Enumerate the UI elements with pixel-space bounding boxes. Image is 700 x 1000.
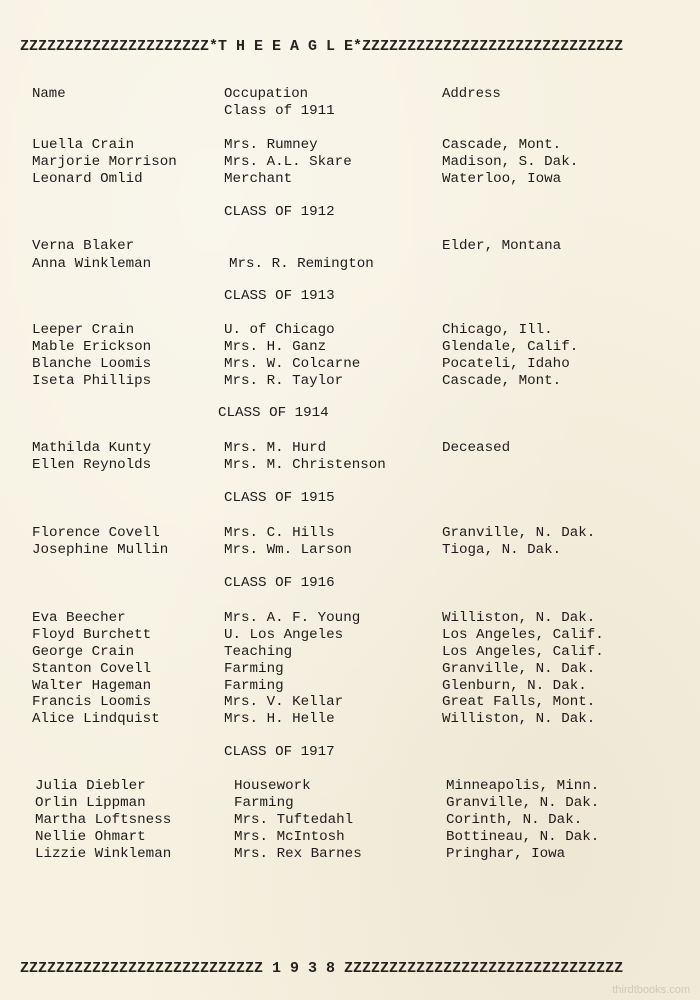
alumni-name: Francis Loomis bbox=[32, 694, 152, 710]
alumni-name: Anna Winkleman bbox=[32, 256, 152, 272]
alumni-address: Chicago, Ill. bbox=[442, 322, 553, 338]
alumni-address: Los Angeles, Calif. bbox=[442, 627, 604, 643]
alumni-name: Iseta Phillips bbox=[32, 373, 152, 389]
table-row bbox=[0, 694, 700, 711]
table-row bbox=[0, 356, 700, 373]
watermark: thirdtbooks.com bbox=[612, 984, 690, 996]
alumni-address: Cascade, Mont. bbox=[442, 373, 562, 389]
alumni-occupation: Mrs. M. Christenson bbox=[224, 457, 386, 473]
eagle-banner-top: ZZZZZZZZZZZZZZZZZZZZZ*T H E E A G L E*ZZZZZZZZZZZZZZZZZZZZZZZZZZZZZ bbox=[20, 38, 624, 55]
table-row bbox=[0, 137, 700, 154]
alumni-name: Blanche Loomis bbox=[32, 356, 152, 372]
alumni-address: Great Falls, Mont. bbox=[442, 694, 596, 710]
class-heading-1915: CLASS OF 1915 bbox=[224, 490, 335, 506]
alumni-name: Floyd Burchett bbox=[32, 627, 152, 643]
alumni-address: Granville, N. Dak. bbox=[446, 795, 600, 811]
alumni-occupation: Mrs. H. Ganz bbox=[224, 339, 327, 355]
column-header-occupation: Occupation bbox=[224, 86, 309, 102]
alumni-name: Walter Hageman bbox=[32, 678, 152, 694]
table-row bbox=[0, 812, 700, 829]
table-row bbox=[0, 154, 700, 171]
table-row bbox=[0, 778, 700, 795]
alumni-name: Martha Loftsness bbox=[35, 812, 172, 828]
alumni-occupation: Mrs. W. Colcarne bbox=[224, 356, 361, 372]
column-header-row bbox=[0, 86, 700, 103]
alumni-address: Waterloo, Iowa bbox=[442, 171, 562, 187]
alumni-name: Florence Covell bbox=[32, 525, 160, 541]
alumni-occupation: Mrs. V. Kellar bbox=[224, 694, 344, 710]
alumni-name: Ellen Reynolds bbox=[32, 457, 152, 473]
alumni-occupation: Mrs. R. Taylor bbox=[224, 373, 344, 389]
alumni-address: Tioga, N. Dak. bbox=[442, 542, 562, 558]
table-row bbox=[0, 678, 700, 695]
alumni-name: Eva Beecher bbox=[32, 610, 126, 626]
table-row bbox=[0, 627, 700, 644]
alumni-occupation: Farming bbox=[224, 678, 284, 694]
alumni-address: Williston, N. Dak. bbox=[442, 610, 596, 626]
table-row bbox=[0, 795, 700, 812]
alumni-address: Glenburn, N. Dak. bbox=[442, 678, 587, 694]
alumni-name: Verna Blaker bbox=[32, 238, 135, 254]
alumni-occupation: Merchant bbox=[224, 171, 293, 187]
alumni-occupation: U. Los Angeles bbox=[224, 627, 344, 643]
alumni-address: Corinth, N. Dak. bbox=[446, 812, 583, 828]
alumni-occupation: Farming bbox=[234, 795, 294, 811]
column-header-address: Address bbox=[442, 86, 501, 102]
class-heading-1912: CLASS OF 1912 bbox=[224, 204, 335, 220]
alumni-occupation: Housework bbox=[234, 778, 311, 794]
table-row bbox=[0, 542, 700, 559]
class-heading-1914: CLASS OF 1914 bbox=[218, 405, 329, 421]
alumni-address: Pringhar, Iowa bbox=[446, 846, 566, 862]
alumni-name: Julia Diebler bbox=[35, 778, 146, 794]
column-header-name: Name bbox=[32, 86, 66, 102]
table-row bbox=[0, 256, 700, 273]
alumni-occupation: U. of Chicago bbox=[224, 322, 335, 338]
table-row bbox=[0, 610, 700, 627]
alumni-occupation: Mrs. Rumney bbox=[224, 137, 318, 153]
alumni-name: Lizzie Winkleman bbox=[35, 846, 172, 862]
table-row bbox=[0, 711, 700, 728]
alumni-name: Leonard Omlid bbox=[32, 171, 143, 187]
table-row bbox=[0, 339, 700, 356]
alumni-address: Pocateli, Idaho bbox=[442, 356, 570, 372]
alumni-occupation: Mrs. Wm. Larson bbox=[224, 542, 352, 558]
alumni-address: Glendale, Calif. bbox=[442, 339, 579, 355]
alumni-occupation: Teaching bbox=[224, 644, 293, 660]
alumni-name: Nellie Ohmart bbox=[35, 829, 146, 845]
alumni-address: Madison, S. Dak. bbox=[442, 154, 579, 170]
alumni-address: Elder, Montana bbox=[442, 238, 562, 254]
year-banner-bottom: ZZZZZZZZZZZZZZZZZZZZZZZZZZZ 1 9 3 8 ZZZZZZZZZZZZZZZZZZZZZZZZZZZZZZZ bbox=[20, 960, 624, 977]
table-row bbox=[0, 322, 700, 339]
alumni-occupation: Farming bbox=[224, 661, 284, 677]
alumni-name: Marjorie Morrison bbox=[32, 154, 177, 170]
alumni-name: Mathilda Kunty bbox=[32, 440, 152, 456]
alumni-occupation: Mrs. R. Remington bbox=[229, 256, 374, 272]
alumni-name: Luella Crain bbox=[32, 137, 135, 153]
alumni-address: Cascade, Mont. bbox=[442, 137, 562, 153]
alumni-address: Minneapolis, Minn. bbox=[446, 778, 600, 794]
alumni-name: Leeper Crain bbox=[32, 322, 135, 338]
alumni-name: Stanton Covell bbox=[32, 661, 152, 677]
alumni-occupation: Mrs. A.L. Skare bbox=[224, 154, 352, 170]
alumni-occupation: Mrs. A. F. Young bbox=[224, 610, 361, 626]
alumni-name: Orlin Lippman bbox=[35, 795, 146, 811]
alumni-occupation: Mrs. H. Helle bbox=[224, 711, 335, 727]
table-row bbox=[0, 457, 700, 474]
alumni-occupation: Mrs. Tuftedahl bbox=[234, 812, 354, 828]
class-heading-1916: CLASS OF 1916 bbox=[224, 575, 335, 591]
alumni-name: Josephine Mullin bbox=[32, 542, 169, 558]
alumni-address: Los Angeles, Calif. bbox=[442, 644, 604, 660]
alumni-address: Williston, N. Dak. bbox=[442, 711, 596, 727]
alumni-address: Granville, N. Dak. bbox=[442, 525, 596, 541]
alumni-name: Alice Lindquist bbox=[32, 711, 160, 727]
alumni-address: Bottineau, N. Dak. bbox=[446, 829, 600, 845]
table-row bbox=[0, 525, 700, 542]
alumni-address: Granville, N. Dak. bbox=[442, 661, 596, 677]
alumni-occupation: Mrs. Rex Barnes bbox=[234, 846, 362, 862]
alumni-name: George Crain bbox=[32, 644, 135, 660]
table-row bbox=[0, 373, 700, 390]
table-row bbox=[0, 171, 700, 188]
alumni-address: Deceased bbox=[442, 440, 511, 456]
table-row bbox=[0, 661, 700, 678]
alumni-occupation: Mrs. M. Hurd bbox=[224, 440, 327, 456]
class-heading-1913: CLASS OF 1913 bbox=[224, 288, 335, 304]
table-row bbox=[0, 644, 700, 661]
alumni-name: Mable Erickson bbox=[32, 339, 152, 355]
class-heading-1917: CLASS OF 1917 bbox=[224, 744, 335, 760]
class-heading-1911: Class of 1911 bbox=[224, 103, 335, 119]
alumni-occupation: Mrs. C. Hills bbox=[224, 525, 335, 541]
table-row bbox=[0, 238, 700, 255]
alumni-occupation: Mrs. McIntosh bbox=[234, 829, 345, 845]
table-row bbox=[0, 829, 700, 846]
table-row bbox=[0, 846, 700, 863]
table-row bbox=[0, 440, 700, 457]
